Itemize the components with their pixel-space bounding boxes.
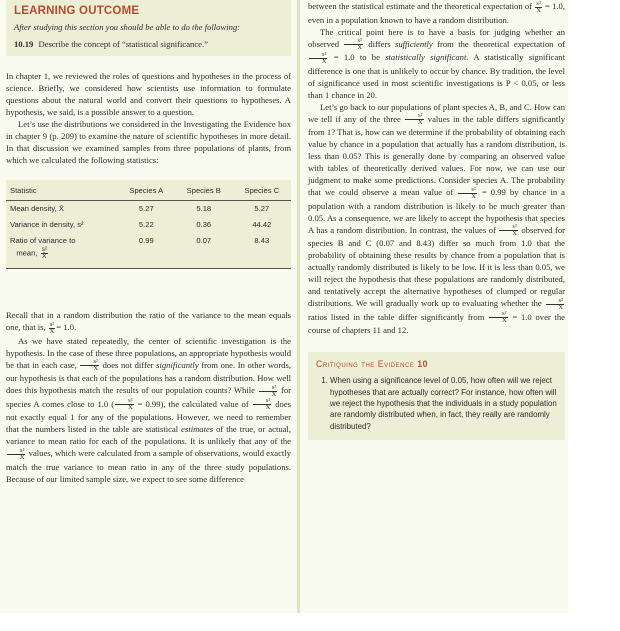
table-cell-label: Mean density, X̄ [10, 204, 64, 213]
table-cell: 0.36 [196, 220, 212, 229]
paragraph-species-analysis: Let’s go back to our populations of plant species A, B, and C. How can we tell if any of the three $\frac{\text{s²}}{X̄}$ values in the table differs significantly from 1? That is, how can we determine if the probability of obtaining each value by chance in a population that actually has a random distribution, is less than 0.05? This is generally done by comparing an observed value with tables of theoretically derived values. For now, we can use our judgment to make some predictions. Consider species A. The probability that we could observe a mean value of $\frac{\text{s²}}{X̄}$ = 0.99 by chance in a population with a random distribution is likely to be much greater than 0.05. As a consequence, we are likely to accept the hypothesis that species A has a random distribution. In contrast, the values of $\frac{\text{s²}}{X̄}$ observed for species B and C (0.07 and 8.43) differ so much from 1.0 that the probability of obtaining these results by chance from a population that is actually randomly distributed is likely to be low. If it is less than 0.05, we will reject the hypothesis that these populations are randomly distributed, and tentatively accept the alternative hypotheses of clumped or regular distributions. We will gradually work up to evaluating whether the $\frac{\text{s²}}{X̄}$ ratios listed in the table differ significantly from $\frac{\text{s²}}{X̄}$ = 1.0 over the course of chapters 11 and 12. [308, 101, 565, 336]
table-header-species-b: Species B [175, 180, 233, 201]
paragraph-continuation: between the statistical estimate and the theoretical expectation of $\frac{\text{s²}}{X̄}$ = 1.0, even in a population known to have a random distribution. [308, 0, 566, 25]
left-column [6, 0, 291, 485]
table-cell: 0.99 [118, 233, 175, 269]
table-cell: 8.43 [233, 233, 291, 269]
table-cell: 0.07 [175, 233, 233, 269]
learning-outcome-title: LEARNING OUTCOME [14, 5, 140, 17]
critiquing-evidence-box [308, 352, 565, 440]
table-cell: 5.22 [138, 220, 154, 229]
learning-outcome-subtitle: After studying this section you should be able to do the following: [14, 22, 241, 32]
learning-outcome-text: Describe the concept of “statistical significance.” [38, 39, 208, 49]
paragraph-critical-point: The critical point here is to have a basis for judging whether an observed $\frac{\text{s²}}{X̄}$ differs sufficiently from the theoretical expectation of $\frac{\text{s²}}{X̄}$ = 1.0 to be statistically significant. A statistically significant difference is one that is unlikely to occur by chance. By tradition, the level of significance used in most scientific investigations is P < 0.05, or less than 1 chance in 20. [308, 26, 565, 100]
variance-mean-fraction: $\frac{\text{s²}}{X̄}$ [41, 246, 47, 260]
table-row [6, 233, 291, 269]
list-item: 1. When using a significance level of 0.05, how often will we reject hypotheses that are actually correct? For instance, how often will we reject the hypothesis that the individuals in a study population are randomly distributed when, in fact, they really are randomly distributed? [330, 375, 557, 432]
learning-outcome-number: 10.19 [14, 39, 34, 49]
statistics-table [6, 180, 291, 269]
table-cell: 5.18 [196, 204, 212, 213]
table-cell: 5.27 [138, 204, 154, 213]
critiquing-evidence-title: Critiquing the Evidence 10 [316, 359, 429, 370]
table-cell-label: Variance in density, s² [10, 220, 84, 229]
paragraph-hypothesis: As we have stated repeatedly, the center of scientific investigation is the hypothesis. In the case of these three populations, an appropriate hypothesis would be that in each case, $\frac{\text{s²}}{X̄}$ does not differ significantly from one. In other words, our hypothesis is that each of the populations has a random distribution. How well does this hypothesis match the results of our population counts? While $\frac{\text{s²}}{X̄}$ for species A comes close to 1.0 ( $\frac{\text{s²}}{X̄}$ = 0.99), the calculated value of $\frac{\text{s²}}{X̄}$ does not exactly equal 1 for any of the populations. However, we need to remember that the numbers listed in the table are statistical estimates of the true, or actual, variance to mean ratio for each of the populations. It is unlikely that any of the $\frac{\text{s²}}{X̄}$ values, which were calculated from a sample of observations, would exactly match the true variance to mean ratio in any of the three study populations. Because of our limited sample size, we expect to see some difference [6, 335, 292, 484]
table-header-species-c: Species C [233, 180, 291, 201]
table-row [6, 201, 291, 218]
critiquing-evidence-list [316, 375, 557, 432]
critiquing-evidence-number: 10 [417, 359, 429, 370]
table-header-statistic: Statistic [6, 180, 118, 201]
table-cell: 44.42 [252, 220, 272, 229]
learning-outcome-item [14, 38, 283, 50]
table-header-species-a: Species A [118, 180, 175, 201]
paragraph-distributions: Let’s use the distributions we considered in the Investigating the Evidence box in chapter 9 (p. 209) to examine the nature of scientific hypotheses in more detail. In that discussion we examined samples from three populations of plants, from which we calculated the following statistics: [6, 119, 291, 165]
paragraph-random-ratio: Recall that in a random distribution the ratio of the variance to the mean equals one, that is, $\frac{\text{s²}}{X̄}$ = 1.0. [6, 310, 291, 335]
learning-outcome-box [6, 0, 291, 56]
table-row [6, 217, 291, 233]
table-cell: 5.27 [254, 204, 270, 213]
paragraph-intro: In chapter 1, we reviewed the roles of questions and hypotheses in the process of science. Briefly, we considered how scientists use information to formulate questions about the natural world and convert their questions to hypotheses. A hypothesis, we said, is a possible answer to a question. [6, 71, 291, 117]
right-column [308, 0, 565, 440]
column-divider [297, 0, 300, 613]
table-cell-label: Ratio of variance to mean, $\frac{\text{s²}}{X̄}$ [6, 233, 118, 269]
